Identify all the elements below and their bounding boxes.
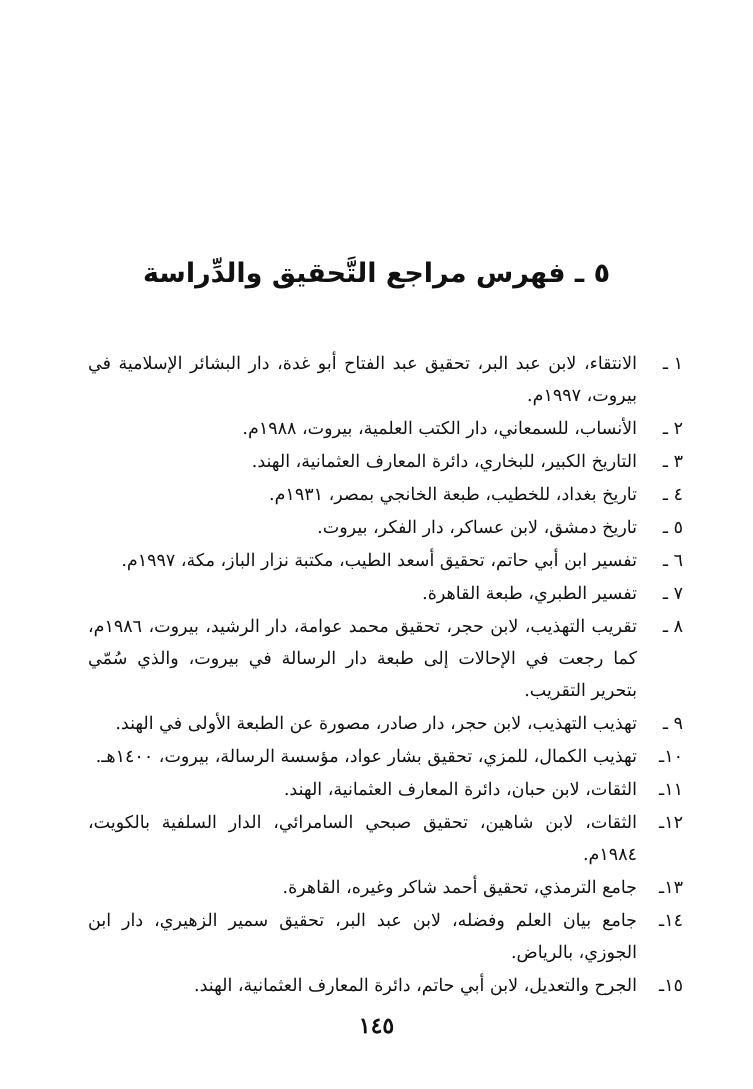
item-text: تفسير الطبري، طبعة القاهرة. <box>422 584 637 604</box>
item-text: جامع الترمذي، تحقيق أحمد شاكر وغيره، القاهرة. <box>282 878 637 898</box>
item-text: جامع بيان العلم وفضله، لابن عبد البر، تحقيق سمير الزهيري، دار ابن الجوزي، بالرياض. <box>88 911 637 963</box>
item-text: تهذيب الكمال، للمزي، تحقيق بشار عواد، مؤسسة الرسالة، بيروت، ١٤٠٠هـ. <box>95 747 637 767</box>
item-text: الثقات، لابن حبان، دائرة المعارف العثمانية، الهند. <box>283 780 637 800</box>
list-item <box>88 479 683 511</box>
item-number: ١٢ـ <box>659 813 683 833</box>
item-text: الثقات، لابن شاهين، تحقيق صبحي السامرائي، الدار السلفية بالكويت، ١٩٨٤م. <box>88 813 637 865</box>
item-text: تاريخ دمشق، لابن عساكر، دار الفكر، بيروت. <box>317 518 637 538</box>
item-text: تقريب التهذيب، لابن حجر، تحقيق محمد عوامة، دار الرشيد، بيروت، ١٩٨٦م، كما رجعت في الإحالات إلى طبعة دار الرسالة في بيروت، والذي سُمّي بتحرير التقريب. <box>88 617 637 701</box>
list-item <box>88 872 683 904</box>
item-number: ١٣ـ <box>659 878 683 898</box>
item-number: ٧ ـ <box>662 584 683 604</box>
item-text: تهذيب التهذيب، لابن حجر، دار صادر، مصورة عن الطبعة الأولى في الهند. <box>115 714 637 734</box>
list-item <box>88 807 683 871</box>
list-item <box>88 970 683 1002</box>
item-number: ٥ ـ <box>662 518 683 538</box>
item-number: ٨ ـ <box>662 617 683 637</box>
item-number: ٢ ـ <box>662 419 683 439</box>
item-text: الانتقاء، لابن عبد البر، تحقيق عبد الفتاح أبو غدة، دار البشائر الإسلامية في بيروت، ١٩٩٧م. <box>88 354 637 406</box>
page-number: ١٤٥ <box>358 1013 395 1039</box>
list-item <box>88 905 683 969</box>
page-title: ٥ ـ فهرس مراجع التَّحقيق والدِّراسة <box>142 258 611 289</box>
list-item <box>88 578 683 610</box>
list-item <box>88 545 683 577</box>
item-number: ٦ ـ <box>662 551 683 571</box>
item-text: الجرح والتعديل، لابن أبي حاتم، دائرة المعارف العثمانية، الهند. <box>194 976 637 996</box>
item-text: الأنساب، للسمعاني، دار الكتب العلمية، بيروت، ١٩٨٨م. <box>242 419 637 439</box>
list-item <box>88 708 683 740</box>
reference-list <box>88 348 683 1003</box>
item-number: ٩ ـ <box>662 714 683 734</box>
list-item <box>88 741 683 773</box>
item-number: ١٤ـ <box>659 911 683 931</box>
item-text: تفسير ابن أبي حاتم، تحقيق أسعد الطيب، مكتبة نزار الباز، مكة، ١٩٩٧م. <box>121 551 637 571</box>
item-number: ٣ ـ <box>662 452 683 472</box>
item-text: تاريخ بغداد، للخطيب، طبعة الخانجي بمصر، ١٩٣١م. <box>269 485 637 505</box>
list-item <box>88 611 683 707</box>
list-item <box>88 512 683 544</box>
list-item <box>88 774 683 806</box>
item-number: ٤ ـ <box>662 485 683 505</box>
item-number: ١١ـ <box>659 780 683 800</box>
list-item <box>88 348 683 412</box>
item-number: ١٥ـ <box>659 976 683 996</box>
item-number: ١ ـ <box>662 354 683 374</box>
item-number: ١٠ـ <box>659 747 683 767</box>
list-item <box>88 446 683 478</box>
item-text: التاريخ الكبير، للبخاري، دائرة المعارف العثمانية، الهند. <box>251 452 637 472</box>
list-item <box>88 413 683 445</box>
